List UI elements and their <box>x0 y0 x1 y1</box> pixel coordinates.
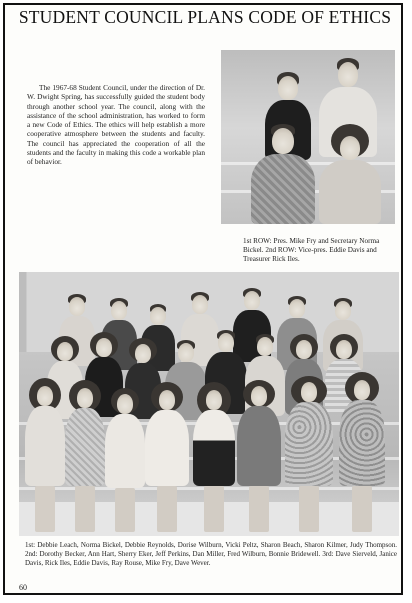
officers-photo <box>221 50 395 224</box>
group-caption: 1st: Debbie Leach, Norma Bickel, Debbie Reynolds, Dorise Wilburn, Vicki Peltz, Sharon Beach, Sharon Kilmer, Judy Thompson. 2nd: Dorothy Becker, Ann Hart, Sherry Eker, Jeff Perkins, Dan Miller, Fred Wilburn, Bonnie Bridewell. 3rd: Dave Sierveld, Janice Davis, Rick Iles, Eddie Davis, Ray Rouse, Mike Fry, Dave Wever. <box>25 541 397 567</box>
officer-photo-figure <box>251 124 315 224</box>
council-group-photo <box>19 272 399 536</box>
officers-caption: 1st ROW: Pres. Mike Fry and Secretary Norma Bickel. 2nd ROW: Vice-pres. Eddie Davis and Treasurer Rick Iles. <box>243 237 380 264</box>
page-title: STUDENT COUNCIL PLANS CODE OF ETHICS <box>18 7 392 27</box>
officer-photo-figure <box>319 128 381 224</box>
intro-paragraph: The 1967-68 Student Council, under the direction of Dr. W. Dwight Spring, has successfully guided the student body through another school year. The council, along with the assistance of the school administration, has worked to form a new Code of Ethics. The ethics will help establish a more cooperative atmosphere between the students and faculty. The council has appreciated the cooperation of all the students and the faculty in making this code a workable plan of behavior. <box>27 83 205 167</box>
yearbook-page <box>3 3 403 595</box>
page-number: 60 <box>19 583 27 592</box>
